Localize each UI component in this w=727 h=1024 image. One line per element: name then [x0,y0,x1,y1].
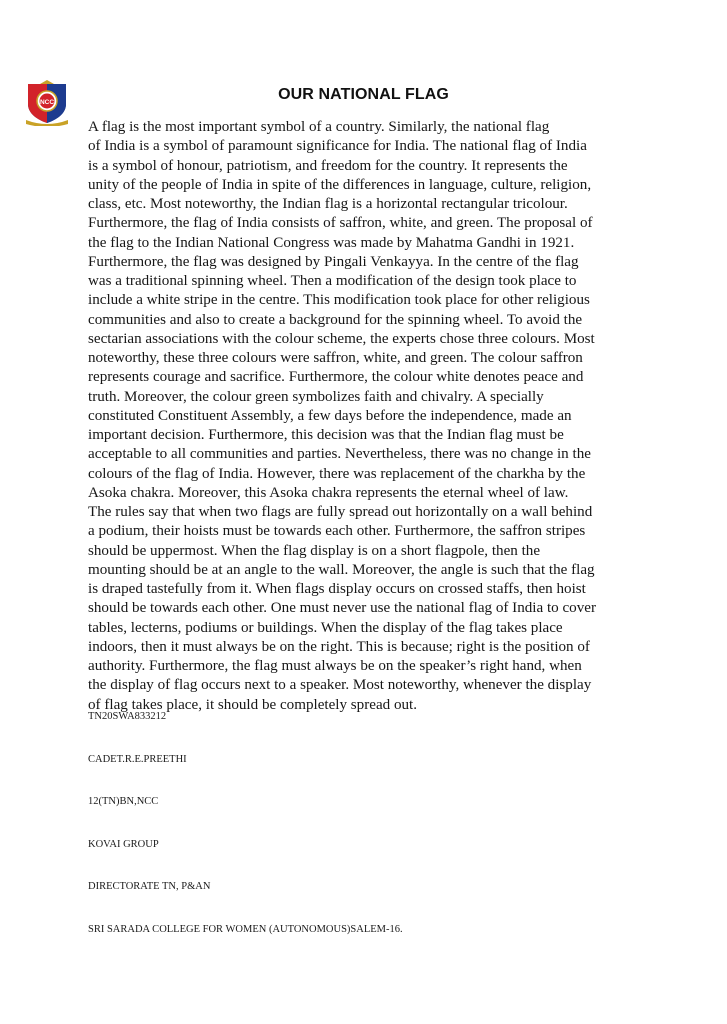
signoff-college: SRI SARADA COLLEGE FOR WOMEN (AUTONOMOUS)SALEM-16. [88,923,403,935]
body-line: of India is a symbol of paramount significance for India. The national flag of India [88,138,587,155]
signoff-battalion: 12(TN)BN,NCC [88,796,159,807]
body-line: should be towards each other. One must never use the national flag of India to cover [88,600,596,617]
body-line: the display of flag occurs next to a speaker. Most noteworthy, whenever the display [88,677,592,694]
body-line: mounting should be at an angle to the wall. Moreover, the angle is such that the flag [88,561,595,578]
svg-text:NCC: NCC [39,99,55,106]
body-line: is draped tastefully from it. When flags display occurs on crossed staffs, then hoist [88,581,586,597]
body-line: authority. Furthermore, the flag must always be on the speaker’s right hand, when [88,658,582,674]
body-line: The rules say that when two flags are fully spread out horizontally on a wall behind [88,504,593,520]
body-line: Furthermore, the flag of India consists of saffron, white, and green. The proposal of [88,215,593,232]
body-line: indoors, then it must always be on the right. This is because; right is the position of [88,638,590,655]
signoff-cadet-number: TN20SWA833212 [88,711,167,722]
signoff-directorate: DIRECTORATE TN, P&AN [88,881,211,892]
body-line: noteworthy, these three colours were saffron, white, and green. The colour saffron [88,350,583,366]
body-paragraph [88,118,652,715]
body-line: include a white stripe in the centre. This modification took place for other religious [88,292,590,309]
body-line: truth. Moreover, the colour green symbolizes faith and chivalry. A specially [88,388,544,405]
body-line: class, etc. Most noteworthy, the Indian flag is a horizontal rectangular tricolour. [88,196,568,212]
body-line: constituted Constituent Assembly, a few days before the independence, made an [88,407,572,424]
signature-block [88,711,648,966]
body-line: unity of the people of India in spite of the differences in language, culture, religion, [88,176,592,193]
body-line: A flag is the most important symbol of a country. Similarly, the national flag [88,119,550,135]
body-line: communities and also to create a background for the spinning wheel. To avoid the [88,311,583,328]
body-line: the flag to the Indian National Congress was made by Mahatma Gandhi in 1921. [88,234,575,251]
body-line: sectarian associations with the colour scheme, the experts chose three colours. Most [88,330,595,347]
body-line: should be uppermost. When the flag display is on a short flagpole, then the [88,542,541,559]
body-line: acceptable to all communities and parties. Nevertheless, there was no change in the [88,446,591,463]
page-title: OUR NATIONAL FLAG [278,86,449,103]
body-line: of flag takes place, it should be completely spread out. [88,696,418,713]
body-line: was a traditional spinning wheel. Then a modification of the design took place to [88,273,577,289]
body-line: represents courage and sacrifice. Furthermore, the colour white denotes peace and [88,369,584,386]
body-line: tables, lecterns, podiums or buildings. When the display of the flag takes place [88,619,563,636]
signoff-group: KOVAI GROUP [88,838,159,850]
body-line: important decision. Furthermore, this decision was that the Indian flag must be [88,427,564,443]
body-line: colours of the flag of India. However, there was replacement of the charkha by the [88,465,586,482]
signoff-cadet-name: CADET.R.E.PREETHI [88,753,187,765]
body-line: Asoka chakra. Moreover, this Asoka chakra represents the eternal wheel of law. [88,484,569,501]
body-line: a podium, their hoists must be towards each other. Furthermore, the saffron stripes [88,523,586,540]
body-line: is a symbol of honour, patriotism, and freedom for the country. It represents the [88,157,568,174]
body-line: Furthermore, the flag was designed by Pingali Venkayya. In the centre of the flag [88,253,579,270]
